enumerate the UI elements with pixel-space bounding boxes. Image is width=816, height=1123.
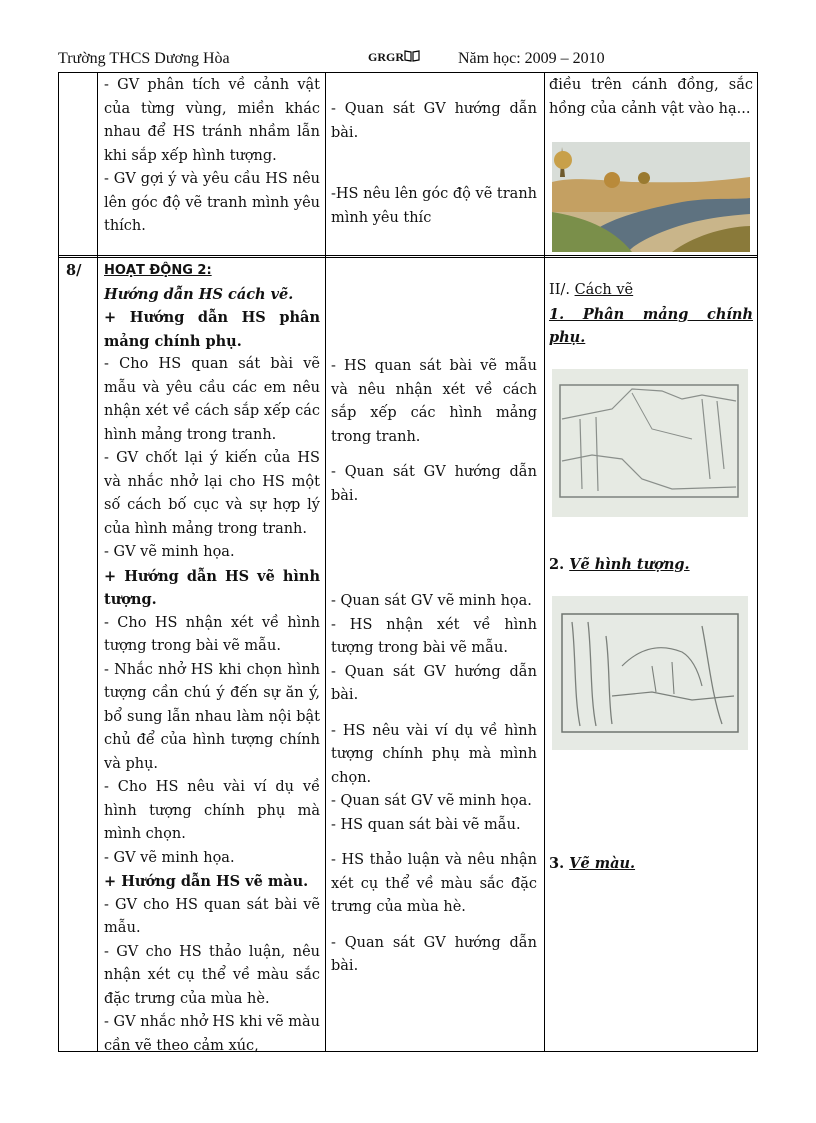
teacher-para-1: - Cho HS quan sát bài vẽ mẫu và yêu cầu các em nêu nhận xét về cách sắp xếp các hình mảng trong tranh.	[104, 356, 320, 443]
step-1-title: 1. Phân mảng chính phụ.	[549, 305, 753, 346]
teacher-para-10: - GV nhắc nhở HS khi vẽ màu cần vẽ theo cảm xúc,	[104, 1014, 320, 1054]
activity-title: HOẠT ĐỘNG 2:	[104, 263, 212, 278]
student-para-1: - HS quan sát bài vẽ mẫu và nêu nhận xét về cách sắp xếp các hình mảng trong tranh.	[331, 358, 537, 445]
teacher-para-2: - GV chốt lại ý kiến của HS và nhắc nhở lại cho HS một số cách bố cục và sự hợp lý của hình mảng trong tranh.	[104, 450, 320, 537]
teacher-para-8: - GV cho HS quan sát bài vẽ mẫu.	[104, 896, 320, 936]
student-para-2: - Quan sát GV hướng dẫn bài.	[331, 464, 537, 504]
school-year: Năm học: 2009 – 2010	[458, 50, 605, 67]
row2-content-cell	[549, 279, 753, 350]
sketch-photo-2	[552, 596, 748, 750]
teacher-para-3: - GV vẽ minh họa.	[104, 544, 235, 560]
row2-time-cell	[66, 259, 96, 283]
teacher-para-7: - GV vẽ minh họa.	[104, 849, 235, 866]
section-heading: II/. Cách vẽ	[549, 282, 634, 298]
student-para-7: - Quan sát GV vẽ minh họa.	[331, 793, 532, 809]
row1-teacher-line-2: - GV gợi ý và yêu cầu HS nêu lên góc độ vẽ tranh mình yêu thích.	[104, 171, 320, 234]
row1-student-line-1: - Quan sát GV hướng dẫn bài.	[331, 101, 537, 141]
step-2-block	[549, 553, 753, 577]
step-3-block	[549, 852, 753, 876]
student-para-10: - Quan sát GV hướng dẫn bài.	[331, 934, 537, 974]
row1-teacher-cell	[104, 74, 320, 239]
student-para-8: - HS quan sát bài vẽ mẫu.	[331, 816, 521, 833]
teacher-heading-1: + Hướng dẫn HS phân mảng chính phụ.	[104, 309, 320, 350]
activity-subtitle: Hướng dẫn HS cách vẽ.	[104, 285, 294, 303]
row2-teacher-cell	[104, 259, 320, 1058]
page-header	[58, 50, 758, 74]
student-para-6: - HS nêu vài ví dụ về hình tượng chính phụ mà mình chọn.	[331, 722, 537, 786]
row2-student-cell	[331, 355, 537, 979]
step-3-title: 3. Vẽ màu.	[549, 855, 636, 872]
student-para-3: - Quan sát GV vẽ minh họa.	[331, 593, 532, 609]
teacher-heading-3: + Hướng dẫn HS vẽ màu.	[104, 873, 309, 890]
header-mark: GRGR	[368, 50, 420, 65]
student-para-5: - Quan sát GV hướng dẫn bài.	[331, 663, 537, 703]
student-para-9: - HS thảo luận và nêu nhận xét cụ thể về màu sắc đặc trưng của mùa hè.	[331, 852, 537, 915]
school-name: Trường THCS Dương Hòa	[58, 50, 230, 67]
lesson-table	[58, 72, 758, 1052]
row1-student-cell	[331, 98, 537, 230]
sketch-photo-1	[552, 369, 748, 517]
teacher-para-6: - Cho HS nêu vài ví dụ về hình tượng chính phụ mà mình chọn.	[104, 779, 320, 842]
step-2-title: 2. Vẽ hình tượng.	[549, 556, 690, 573]
row1-content-cell	[549, 74, 753, 121]
row1-content-text: điều trên cánh đồng, sắc hồng của cảnh vật vào hạ...	[549, 77, 753, 117]
landscape-photo	[552, 142, 750, 252]
student-para-4: - HS nhận xét về hình tượng trong bài vẽ mẫu.	[331, 616, 537, 656]
teacher-para-4: - Cho HS nhận xét về hình tượng trong bài vẽ mẫu.	[104, 614, 320, 654]
teacher-heading-2: + Hướng dẫn HS vẽ hình tượng.	[104, 567, 320, 608]
activity-time: 8/	[66, 262, 82, 279]
teacher-para-5: - Nhắc nhở HS khi chọn hình tượng cần chú ý đến sự ăn ý, bổ sung lẫn nhau làm nội bật chủ để của hình tượng chính và phụ.	[104, 661, 320, 772]
row1-teacher-line-1: - GV phân tích về cảnh vật của từng vùng, miền khác nhau để HS tránh nhầm lẫn khi sắp xếp hình tượng.	[104, 77, 320, 164]
row1-student-line-2: -HS nêu lên góc độ vẽ tranh mình yêu thíc	[331, 186, 537, 226]
teacher-para-9: - GV cho HS thảo luận, nêu nhận xét cụ thể về màu sắc đặc trưng của mùa hè.	[104, 943, 320, 1007]
book-icon	[404, 50, 420, 62]
